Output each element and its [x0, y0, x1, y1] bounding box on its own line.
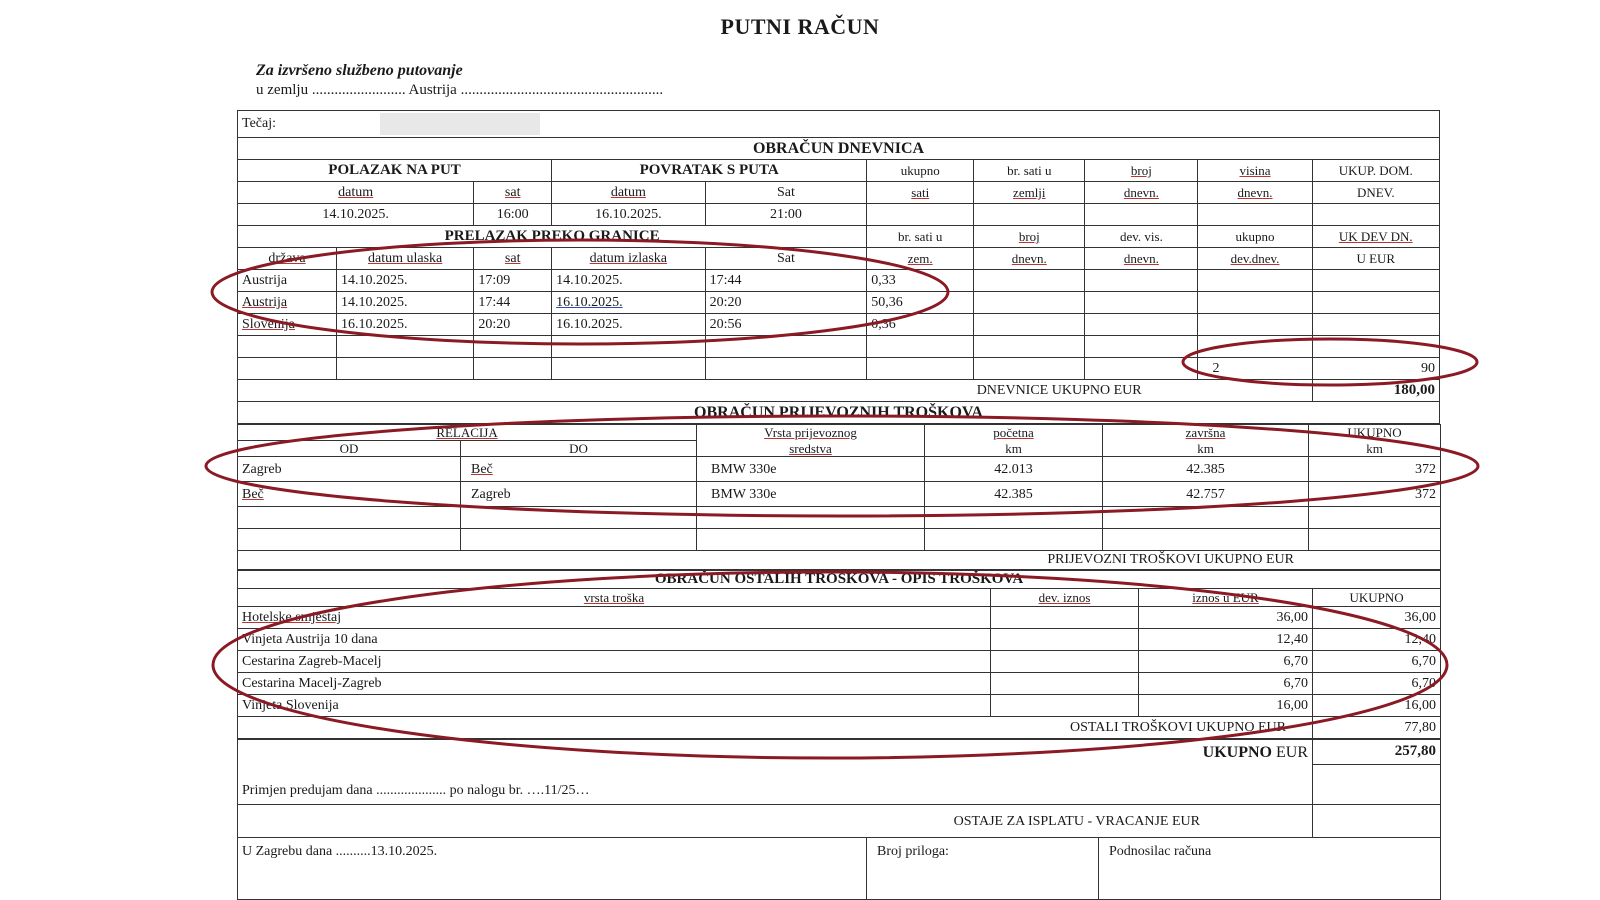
- col-br-sati-zemlji-b: zemlji: [974, 182, 1085, 204]
- col-broj-dnevn2-a: broj: [974, 226, 1085, 248]
- izlaz-datum-cell: 16.10.2025.: [552, 314, 706, 336]
- drzava-cell: Austrija: [238, 292, 337, 314]
- col-drzava: država: [238, 248, 337, 270]
- od-cell: Zagreb: [238, 457, 461, 482]
- col-pocetna-b: km: [925, 441, 1103, 457]
- ostali-total-row: [238, 717, 1441, 739]
- border-row: [238, 314, 1440, 336]
- drzava-cell: Austrija: [238, 270, 337, 292]
- ulaz-sat-cell: 20:20: [474, 314, 552, 336]
- predujam-line: Primjen predujam dana .................... po nalogu br. ….11/25…: [238, 764, 1313, 805]
- tecaj-row: [238, 111, 1440, 138]
- country-prefix: u zemlju .........................: [256, 82, 406, 98]
- col-visina-dnevn-a: visina: [1198, 160, 1312, 182]
- cost-row: [238, 695, 1441, 717]
- do-cell: Beč: [461, 457, 697, 482]
- col-uk-dev-eur-b: U EUR: [1312, 248, 1439, 270]
- eur-cell: 12,40: [1139, 629, 1313, 651]
- opis-cell: Cestarina Macelj-Zagreb: [238, 673, 991, 695]
- col-pocetna-a: početna: [925, 425, 1103, 441]
- ostali-total-value: 77,80: [1313, 717, 1441, 739]
- ulaz-datum-cell: 16.10.2025.: [336, 314, 473, 336]
- col-zavrsna-a: završna: [1103, 425, 1309, 441]
- country-line: [256, 82, 663, 99]
- transport-row: [238, 457, 1441, 482]
- document-title: PUTNI RAČUN: [720, 14, 880, 39]
- ukupno-cell: 6,70: [1313, 651, 1441, 673]
- col-ukupno-sati-a: ukupno: [867, 160, 974, 182]
- cost-row: [238, 651, 1441, 673]
- ukupno-cell: 6,70: [1313, 673, 1441, 695]
- dnevnice-heading: OBRAČUN DNEVNICA: [238, 138, 1440, 160]
- podnosilac: Podnosilac računa: [1099, 838, 1441, 900]
- eur-cell: 6,70: [1139, 651, 1313, 673]
- border-row: [238, 270, 1440, 292]
- relacija-label: RELACIJA: [238, 425, 697, 441]
- opis-cell: Cestarina Zagreb-Macelj: [238, 651, 991, 673]
- col-visina-dnevn-b: dnevn.: [1198, 182, 1312, 204]
- col-br-sati-zem-a: br. sati u: [867, 226, 974, 248]
- opis-cell: Vinjeta Slovenija: [238, 695, 991, 717]
- povratak-sat: 21:00: [705, 204, 867, 226]
- ulaz-datum-cell: 14.10.2025.: [336, 270, 473, 292]
- col-br-sati-zemlji-a: br. sati u: [974, 160, 1085, 182]
- col-ukupno-km-a: UKUPNO: [1309, 425, 1441, 441]
- ukupno-cell: 36,00: [1313, 607, 1441, 629]
- izlaz-sat-cell: 17:44: [705, 270, 867, 292]
- country-value: Austrija: [408, 82, 457, 98]
- col-dev-vis-b: dnevn.: [1085, 248, 1198, 270]
- ukupno-value: 257,80: [1313, 740, 1441, 765]
- dnevnice-total-row: [238, 380, 1440, 402]
- col-ukupno-km-b: km: [1309, 441, 1441, 457]
- povratak-datum: 16.10.2025.: [552, 204, 706, 226]
- ulaz-sat-cell: 17:09: [474, 270, 552, 292]
- prijevoz-total-row: [238, 551, 1441, 570]
- pocetna-cell: 42.385: [925, 482, 1103, 507]
- izlaz-datum-cell: 14.10.2025.: [552, 270, 706, 292]
- ulaz-sat-cell: 17:44: [474, 292, 552, 314]
- sati-cell: 0,33: [867, 270, 974, 292]
- col-ukupno-dev-a: ukupno: [1198, 226, 1312, 248]
- izlaz-sat-cell: 20:20: [705, 292, 867, 314]
- col-iznos-eur: iznos u EUR: [1139, 589, 1313, 607]
- povratak-sat-label: Sat: [705, 182, 867, 204]
- col-vrsta-a: Vrsta prijevoznog: [697, 425, 925, 441]
- expense-table: [237, 110, 1440, 424]
- transport-table: [237, 424, 1441, 570]
- tecaj-label: Tečaj:: [242, 116, 276, 132]
- country-suffix: ......................................................: [460, 82, 664, 98]
- tecaj-redacted-field: [380, 113, 540, 135]
- col-sat2: Sat: [705, 248, 867, 270]
- drzava-cell: Slovenija: [238, 314, 337, 336]
- col-ukupno: UKUPNO: [1313, 589, 1441, 607]
- ukupno-label: [238, 740, 1313, 765]
- polazak-label: POLAZAK NA PUT: [238, 160, 552, 182]
- vozilo-cell: BMW 330e: [697, 482, 925, 507]
- travel-expense-form: [237, 110, 1440, 898]
- col-ukup-dom-a: UKUP. DOM.: [1312, 160, 1439, 182]
- ostaje-label: OSTAJE ZA ISPLATU - VRACANJE EUR: [238, 805, 1313, 838]
- col-broj-dnevn-b: dnevn.: [1085, 182, 1198, 204]
- ukupno-dev-dnev: 2: [1198, 358, 1312, 380]
- col-broj-dnevn2-b: dnevn.: [974, 248, 1085, 270]
- opis-cell: Hotelske smještaj: [238, 607, 991, 629]
- od-cell: Beč: [238, 482, 461, 507]
- polazak-datum: 14.10.2025.: [238, 204, 474, 226]
- col-dev-iznos: dev. iznos: [991, 589, 1139, 607]
- per-diem-summary-row: [238, 358, 1440, 380]
- eur-cell: 6,70: [1139, 673, 1313, 695]
- sati-cell: 50,36: [867, 292, 974, 314]
- col-br-sati-zem-b: zem.: [867, 248, 974, 270]
- polazak-sat-label: sat: [474, 182, 552, 204]
- izlaz-datum-cell: 16.10.2025.: [552, 292, 706, 314]
- col-broj-dnevn-a: broj: [1085, 160, 1198, 182]
- col-zavrsna-b: km: [1103, 441, 1309, 457]
- col-vrsta-b: sredstva: [697, 441, 925, 457]
- prelazak-label: PRELAZAK PREKO GRANICE: [238, 226, 867, 248]
- ostali-total-label: OSTALI TROŠKOVI UKUPNO EUR: [238, 717, 1313, 739]
- trip-purpose-line: Za izvršeno službeno putovanje: [256, 62, 463, 79]
- cost-row: [238, 673, 1441, 695]
- do-cell: Zagreb: [461, 482, 697, 507]
- border-row: [238, 292, 1440, 314]
- prijevoz-heading: OBRAČUN PRIJEVOZNIH TROŠKOVA: [238, 402, 1440, 424]
- col-ukup-dom-b: DNEV.: [1312, 182, 1439, 204]
- col-dev-vis-a: dev. vis.: [1085, 226, 1198, 248]
- od-label: OD: [238, 441, 461, 457]
- povratak-label: POVRATAK S PUTA: [552, 160, 867, 182]
- sati-cell: 0,36: [867, 314, 974, 336]
- pocetna-cell: 42.013: [925, 457, 1103, 482]
- col-ukupno-sati-b: sati: [867, 182, 974, 204]
- povratak-datum-label: datum: [552, 182, 706, 204]
- ukupno-km-cell: 372: [1309, 457, 1441, 482]
- transport-row: [238, 482, 1441, 507]
- mjesto-datum: U Zagrebu dana ..........13.10.2025.: [238, 838, 867, 900]
- col-datum-izlaska: datum izlaska: [552, 248, 706, 270]
- do-label: DO: [461, 441, 697, 457]
- eur-cell: 16,00: [1139, 695, 1313, 717]
- ukupno-cell: 12,40: [1313, 629, 1441, 651]
- summary-table: [237, 739, 1441, 900]
- zavrsna-cell: 42.385: [1103, 457, 1309, 482]
- cost-row: [238, 607, 1441, 629]
- polazak-sat: 16:00: [474, 204, 552, 226]
- col-uk-dev-eur-a: UK DEV DN.: [1312, 226, 1439, 248]
- dnevnice-total-value: 180,00: [1312, 380, 1439, 402]
- col-ukupno-dev-b: dev.dnev.: [1198, 248, 1312, 270]
- cost-row: [238, 629, 1441, 651]
- col-sat: sat: [474, 248, 552, 270]
- ukupno-cell: 16,00: [1313, 695, 1441, 717]
- ostali-heading: OBRAČUN OSTALIH TROŠKOVA - OPIS TROŠKOVA: [238, 571, 1441, 589]
- izlaz-sat-cell: 20:56: [705, 314, 867, 336]
- vozilo-cell: BMW 330e: [697, 457, 925, 482]
- polazak-datum-label: datum: [238, 182, 474, 204]
- dnevnice-total-label: DNEVNICE UKUPNO EUR: [238, 380, 1313, 402]
- uk-dev-eur: 90: [1312, 358, 1439, 380]
- ukupno-label-rest: EUR: [1272, 743, 1308, 761]
- other-costs-table: [237, 570, 1441, 739]
- ukupno-label-bold: UKUPNO: [1202, 743, 1272, 761]
- zavrsna-cell: 42.757: [1103, 482, 1309, 507]
- col-vrsta-troska: vrsta troška: [238, 589, 991, 607]
- col-datum-ulaska: datum ulaska: [336, 248, 473, 270]
- ukupno-km-cell: 372: [1309, 482, 1441, 507]
- ulaz-datum-cell: 14.10.2025.: [336, 292, 473, 314]
- eur-cell: 36,00: [1139, 607, 1313, 629]
- opis-cell: Vinjeta Austrija 10 dana: [238, 629, 991, 651]
- broj-priloga: Broj priloga:: [867, 838, 1099, 900]
- prijevoz-total-label: PRIJEVOZNI TROŠKOVI UKUPNO EUR: [238, 551, 1441, 570]
